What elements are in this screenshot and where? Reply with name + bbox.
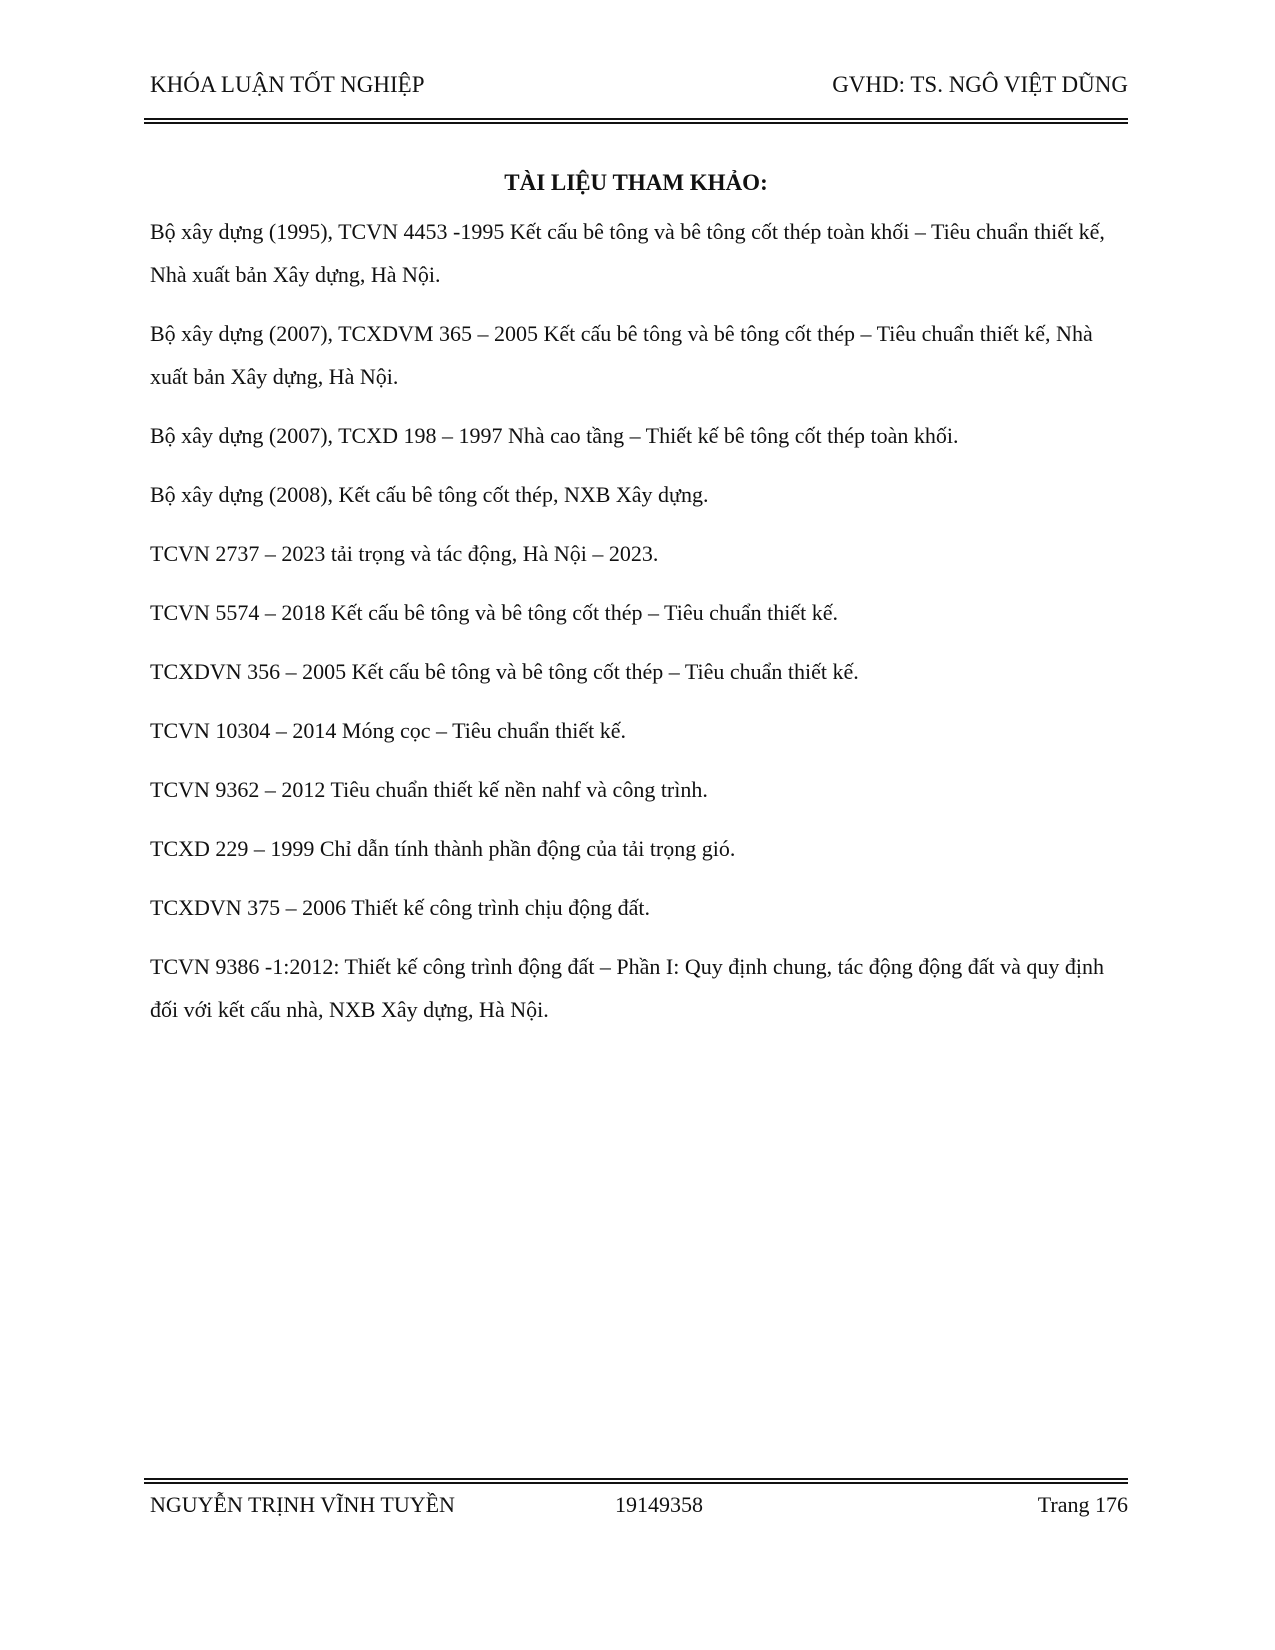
reference-item: TCXD 229 – 1999 Chỉ dẫn tính thành phần động của tải trọng gió.: [150, 836, 736, 861]
footer-divider: [144, 1478, 1128, 1484]
reference-item: Bộ xây dựng (2007), TCXDVM 365 – 2005 Kết cấu bê tông và bê tông cốt thép – Tiêu chuẩn thiết kế, Nhà xuất bản Xây dựng, Hà Nội.: [150, 321, 1093, 389]
reference-item: TCVN 2737 – 2023 tải trọng và tác động, Hà Nội – 2023.: [150, 541, 659, 566]
header-advisor: GVHD: TS. NGÔ VIỆT DŨNG: [832, 72, 1128, 97]
footer-student-id: 19149358: [615, 1492, 703, 1517]
reference-list: [150, 210, 1120, 1047]
page-title: TÀI LIỆU THAM KHẢO:: [504, 170, 768, 195]
reference-item: Bộ xây dựng (2007), TCXD 198 – 1997 Nhà cao tầng – Thiết kế bê tông cốt thép toàn khối.: [150, 423, 959, 448]
footer-page-number: Trang 176: [1037, 1492, 1128, 1517]
footer-author: NGUYỄN TRỊNH VĨNH TUYỀN: [150, 1492, 455, 1517]
page-header: [150, 72, 1128, 102]
page-footer: [150, 1492, 1128, 1522]
reference-item: TCVN 9362 – 2012 Tiêu chuẩn thiết kế nền nahf và công trình.: [150, 777, 708, 802]
header-divider: [144, 118, 1128, 124]
reference-item: Bộ xây dựng (1995), TCVN 4453 -1995 Kết cấu bê tông và bê tông cốt thép toàn khối – Tiêu chuẩn thiết kế, Nhà xuất bản Xây dựng, Hà Nội.: [150, 219, 1105, 287]
reference-item: Bộ xây dựng (2008), Kết cấu bê tông cốt thép, NXB Xây dựng.: [150, 482, 709, 507]
header-thesis-label: KHÓA LUẬN TỐT NGHIỆP: [150, 72, 425, 97]
reference-item: TCVN 5574 – 2018 Kết cấu bê tông và bê tông cốt thép – Tiêu chuẩn thiết kế.: [150, 600, 838, 625]
reference-item: TCXDVN 375 – 2006 Thiết kế công trình chịu động đất.: [150, 895, 651, 920]
reference-item: TCVN 10304 – 2014 Móng cọc – Tiêu chuẩn thiết kế.: [150, 718, 627, 743]
reference-item: TCXDVN 356 – 2005 Kết cấu bê tông và bê tông cốt thép – Tiêu chuẩn thiết kế.: [150, 659, 859, 684]
reference-item: TCVN 9386 -1:2012: Thiết kế công trình động đất – Phần I: Quy định chung, tác động động đất và quy định đối với kết cấu nhà, NXB Xây dựng, Hà Nội.: [150, 954, 1105, 1022]
